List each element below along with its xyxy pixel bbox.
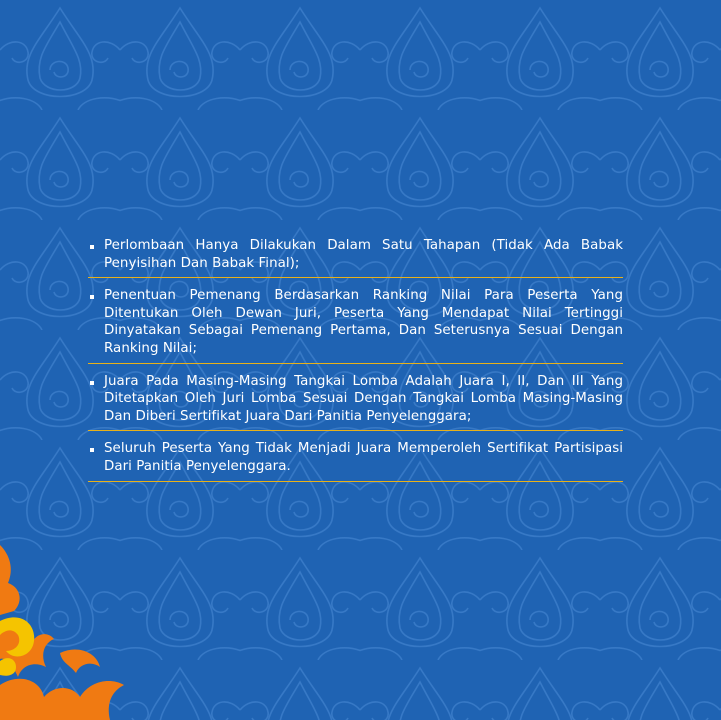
list-item-text: Juara Pada Masing-Masing Tangkai Lomba Adalah Juara I, II, Dan III Yang Ditetapkan Oleh Juri Lomba Sesuai Dengan Tangkai Lomba Masing-Masing Dan Diberi Sertifikat Juara Dari Panitia Penyelenggara; [104, 373, 623, 424]
list-item [88, 440, 623, 481]
list-item-text: Penentuan Pemenang Berdasarkan Ranking Nilai Para Peserta Yang Ditentukan Oleh Dewan Juri, Peserta Yang Mendapat Nilai Tertinggi Dinyatakan Sebagai Pemenang Pertama, Dan Seterusnya Sesuai Dengan Ranking Nilai; [104, 288, 623, 356]
list-item-text: Seluruh Peserta Yang Tidak Menjadi Juara Memperoleh Sertifikat Partisipasi Dari Panitia Penyelenggara. [104, 441, 623, 474]
flame-ornament-icon [0, 535, 130, 720]
list-item-text: Perlombaan Hanya Dilakukan Dalam Satu Tahapan (Tidak Ada Babak Penyisihan Dan Babak Final); [104, 238, 623, 271]
list-item [88, 237, 623, 278]
bullet-icon [90, 381, 94, 385]
bullet-icon [90, 448, 94, 452]
list-item [88, 373, 623, 432]
bullet-icon [90, 295, 94, 299]
rules-list [88, 237, 623, 491]
list-item [88, 287, 623, 363]
bullet-icon [90, 245, 94, 249]
